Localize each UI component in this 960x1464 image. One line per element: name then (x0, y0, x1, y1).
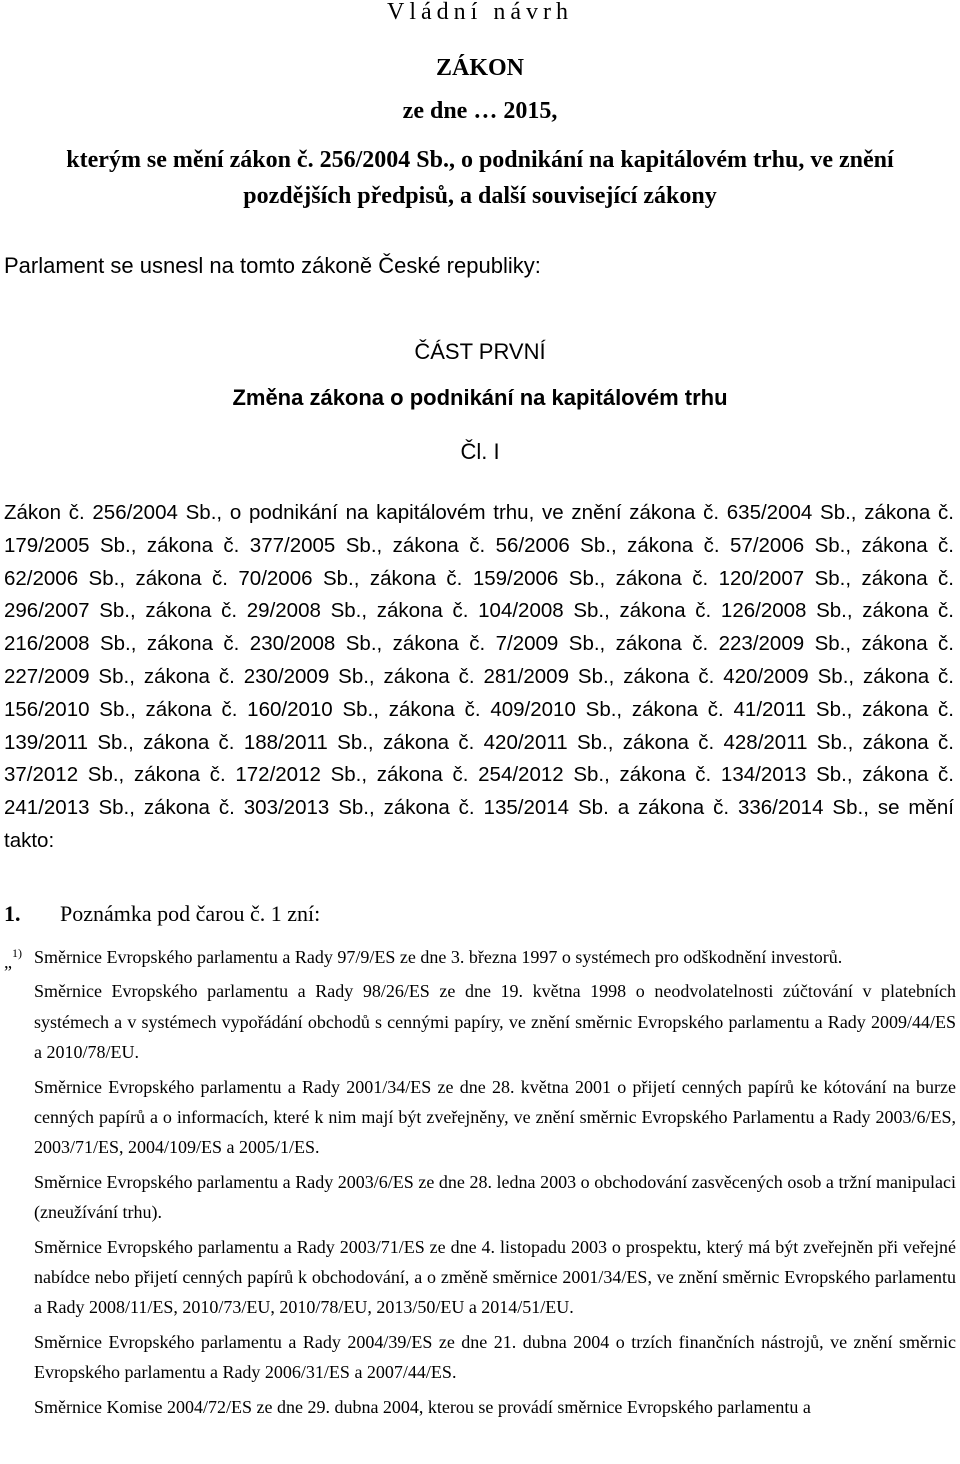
footnote-paragraph: Směrnice Komise 2004/72/ES ze dne 29. dubna 2004, kterou se provádí směrnice Evropského parlamentu a (34, 1396, 811, 1417)
article-body: Zákon č. 256/2004 Sb., o podnikání na kapitálovém trhu, ve znění zákona č. 635/2004 Sb., zákona č. 179/2005 Sb., zákona č. 377/2005 Sb., zákona č. 56/2006 Sb., zákona č. 57/2006 Sb., zákona č. 62/2006 Sb., zákona č. 70/2006 Sb., zákona č. 159/2006 Sb., zákona č. 120/2007 Sb., zákona č. 296/2007 Sb., zákona č. 29/2008 Sb., zákona č. 104/2008 Sb., zákona č. 126/2008 Sb., zákona č. 216/2008 Sb., zákona č. 230/2008 Sb., zákona č. 7/2009 Sb., zákona č. 223/2009 Sb., zákona č. 227/2009 Sb., zákona č. 230/2009 Sb., zákona č. 281/2009 Sb., zákona č. 420/2009 Sb., zákona č. 156/2010 Sb., zákona č. 160/2010 Sb., zákona č. 409/2010 Sb., zákona č. 41/2011 Sb., zákona č. 139/2011 Sb., zákona č. 188/2011 Sb., zákona č. 420/2011 Sb., zákona č. 428/2011 Sb., zákona č. 37/2012 Sb., zákona č. 172/2012 Sb., zákona č. 254/2012 Sb., zákona č. 134/2013 Sb., zákona č. 241/2013 Sb., zákona č. 303/2013 Sb., zákona č. 135/2014 Sb. a zákona č. 336/2014 Sb., se mění takto: (4, 501, 954, 852)
footnote-number: 1) (12, 946, 22, 960)
law-date: ze dne … 2015, (402, 98, 558, 124)
preamble: Parlament se usnesl na tomto zákoně České republiky: (4, 253, 541, 278)
footnote-paragraph: Směrnice Evropského parlamentu a Rady 97/9/ES ze dne 3. března 1997 o systémech pro odškodnění investorů. (34, 947, 843, 967)
amendment-point (4, 898, 604, 930)
footnote-paragraph: Směrnice Evropského parlamentu a Rady 98/26/ES ze dne 19. května 1998 o neodvolatelnosti zúčtování v platebních systémech a v systémech vypořádání obchodů s cennými papíry, ve znění směrnic Evropského parlamentu a Rady 2009/44/ES a 2010/78/EU. (34, 981, 956, 1063)
point-number: 1. (4, 901, 21, 926)
law-subject: kterým se mění zákon č. 256/2004 Sb., o podnikání na kapitálovém trhu, ve znění pozdějších předpisů, a další související zákony (66, 147, 894, 209)
draft-label: Vládní návrh (387, 0, 573, 25)
footnote-marker (4, 943, 34, 976)
opening-quote: „ (4, 952, 12, 972)
part-heading: ČÁST PRVNÍ (414, 339, 546, 364)
law-title: ZÁKON (435, 55, 524, 81)
footnote-paragraph: Směrnice Evropského parlamentu a Rady 2001/34/ES ze dne 28. května 2001 o přijetí cenných papírů ke kótování na burze cenných papírů a o informacích, které k nim mají být zveřejněny, ve znění směrnic Evropského Parlamentu a Rady 2003/6/ES, 2003/71/ES, 2004/109/ES a 2005/1/ES. (34, 1076, 956, 1158)
article-number: Čl. I (460, 439, 500, 464)
footnote-paragraph: Směrnice Evropského parlamentu a Rady 2003/6/ES ze dne 28. ledna 2003 o obchodování zasvěcených osob a tržní manipulaci (zneužívání trhu). (34, 1171, 956, 1223)
point-text: Poznámka pod čarou č. 1 zní: (60, 901, 321, 926)
part-title: Změna zákona o podnikání na kapitálovém trhu (232, 385, 728, 410)
footnote-text (34, 942, 956, 1426)
footnote-paragraph: Směrnice Evropského parlamentu a Rady 2003/71/ES ze dne 4. listopadu 2003 o prospektu, který má být zveřejněn při veřejné nabídce nebo přijetí cenných papírů k obchodování, a o změně směrnice 2001/34/ES, ve znění směrnic Evropského parlamentu a Rady 2008/11/ES, 2010/73/EU, 2010/78/EU, 2013/50/EU a 2014/51/EU. (34, 1236, 956, 1318)
footnote-paragraph: Směrnice Evropského parlamentu a Rady 2004/39/ES ze dne 21. dubna 2004 o trzích finančních nástrojů, ve znění směrnic Evropského parlamentu a Rady 2006/31/ES a 2007/44/ES. (34, 1331, 956, 1383)
